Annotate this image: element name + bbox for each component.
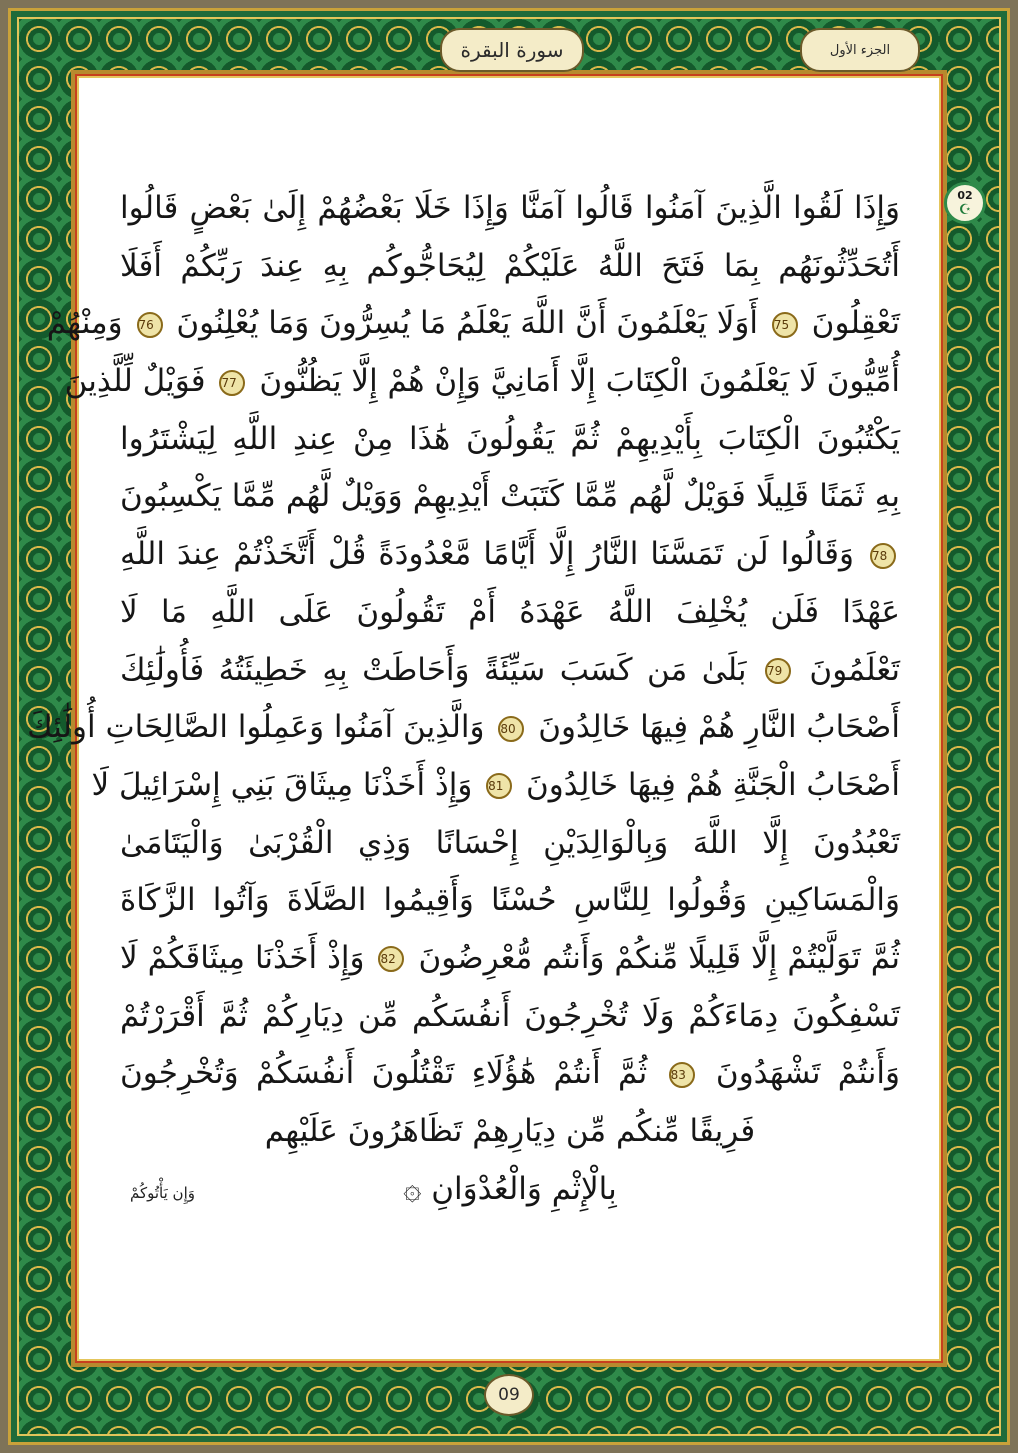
- text-line: أَتُحَدِّثُونَهُم بِمَا فَتَحَ اللَّهُ عَلَيْكُمْ لِيُحَاجُّوكُم بِهِ عِندَ رَبِّكُمْ أَفَلَا: [120, 247, 900, 284]
- text-line: أَصْحَابُ النَّارِ هُمْ فِيهَا خَالِدُونَ 80 وَالَّذِينَ آمَنُوا وَعَمِلُوا الصَّالِحَاتِ أُولَٰئِكَ: [27, 709, 900, 746]
- text-line: يَكْتُبُونَ الْكِتَابَ بِأَيْدِيهِمْ ثُمَّ يَقُولُونَ هَٰذَا مِنْ عِندِ اللَّهِ لِيَشْتَرُوا: [120, 420, 900, 457]
- ayah-number-marker: 75: [772, 312, 798, 338]
- ayah-number-marker: 83: [669, 1062, 695, 1088]
- text-line: فَرِيقًا مِّنكُم مِّن دِيَارِهِمْ تَظَاهَرُونَ عَلَيْهِم: [264, 1113, 756, 1149]
- text-line: عَهْدًا فَلَن يُخْلِفَ اللَّهُ عَهْدَهُ أَمْ تَقُولُونَ عَلَى اللَّهِ مَا لَا: [120, 593, 900, 630]
- text-line: وَالْمَسَاكِينِ وَقُولُوا لِلنَّاسِ حُسْنًا وَأَقِيمُوا الصَّلَاةَ وَآتُوا الزَّكَاةَ: [120, 882, 900, 919]
- text-line: ثُمَّ تَوَلَّيْتُمْ إِلَّا قَلِيلًا مِّنكُمْ وَأَنتُم مُّعْرِضُونَ 82 وَإِذْ أَخَذْنَا مِيثَاقَكُمْ لَا: [120, 939, 900, 976]
- text-line: تَعْلَمُونَ 79 بَلَىٰ مَن كَسَبَ سَيِّئَةً وَأَحَاطَتْ بِهِ خَطِيئَتُهُ فَأُولَٰئِكَ: [120, 651, 900, 688]
- text-line: تَعْبُدُونَ إِلَّا اللَّهَ وَبِالْوَالِدَيْنِ إِحْسَانًا وَذِي الْقُرْبَىٰ وَالْيَتَامَىٰ: [120, 824, 900, 861]
- ayah-number-marker: 78: [870, 543, 896, 569]
- text-line: أَصْحَابُ الْجَنَّةِ هُمْ فِيهَا خَالِدُونَ 81 وَإِذْ أَخَذْنَا مِيثَاقَ بَنِي إِسْرَائِيلَ لَا: [91, 766, 900, 803]
- text-line: تَسْفِكُونَ دِمَاءَكُمْ وَلَا تُخْرِجُونَ أَنفُسَكُم مِّن دِيَارِكُمْ ثُمَّ أَقْرَرْتُمْ: [120, 997, 900, 1034]
- ayah-number-marker: 80: [498, 716, 524, 742]
- crescent-icon: ☪: [958, 202, 972, 218]
- quran-text-block: [27, 180, 901, 1218]
- text-line: 78 وَقَالُوا لَن تَمَسَّنَا النَّارُ إِلَّا أَيَّامًا مَّعْدُودَةً قُلْ أَتَّخَذْتُمْ عِندَ اللَّهِ: [120, 526, 900, 584]
- hizb-marker: [944, 182, 986, 224]
- text-line: وَأَنتُمْ تَشْهَدُونَ 83 ثُمَّ أَنتُمْ هَٰؤُلَاءِ تَقْتُلُونَ أَنفُسَكُمْ وَتُخْرِجُونَ: [120, 1055, 901, 1092]
- text-line: وَإِذَا لَقُوا الَّذِينَ آمَنُوا قَالُوا آمَنَّا وَإِذَا خَلَا بَعْضُهُمْ إِلَىٰ بَعْضٍ قَالُوا: [120, 190, 900, 226]
- surah-title: سورة البقرة: [440, 28, 584, 72]
- ayah-number-marker: 76: [137, 312, 163, 338]
- text-line: بِهِ ثَمَنًا قَلِيلًا فَوَيْلٌ لَّهُم مِّمَّا كَتَبَتْ أَيْدِيهِمْ وَوَيْلٌ لَّهُم مِّمَّا يَكْسِبُونَ: [120, 478, 900, 515]
- ayah-number-marker: 82: [378, 946, 404, 972]
- text-line: بِالْإِثْمِ وَالْعُدْوَانِ ۞: [403, 1170, 617, 1207]
- catchword: وَإِن يَأْتُوكُمْ: [130, 1184, 195, 1202]
- hizb-number: 02: [957, 189, 973, 202]
- text-line: تَعْقِلُونَ 75 أَوَلَا يَعْلَمُونَ أَنَّ اللَّهَ يَعْلَمُ مَا يُسِرُّونَ وَمَا يُعْلِنُونَ 76 وَمِنْهُمْ: [46, 305, 900, 342]
- juz-label: الجزء الأول: [800, 28, 920, 72]
- page-number: 09: [484, 1374, 534, 1416]
- ayah-number-marker: 81: [486, 773, 512, 799]
- ayah-number-marker: 77: [219, 370, 245, 396]
- ayah-number-marker: 79: [765, 658, 791, 684]
- text-line: أُمِّيُّونَ لَا يَعْلَمُونَ الْكِتَابَ إِلَّا أَمَانِيَّ وَإِنْ هُمْ إِلَّا يَظُنُّونَ 77 فَوَيْلٌ لِّلَّذِينَ: [64, 363, 900, 400]
